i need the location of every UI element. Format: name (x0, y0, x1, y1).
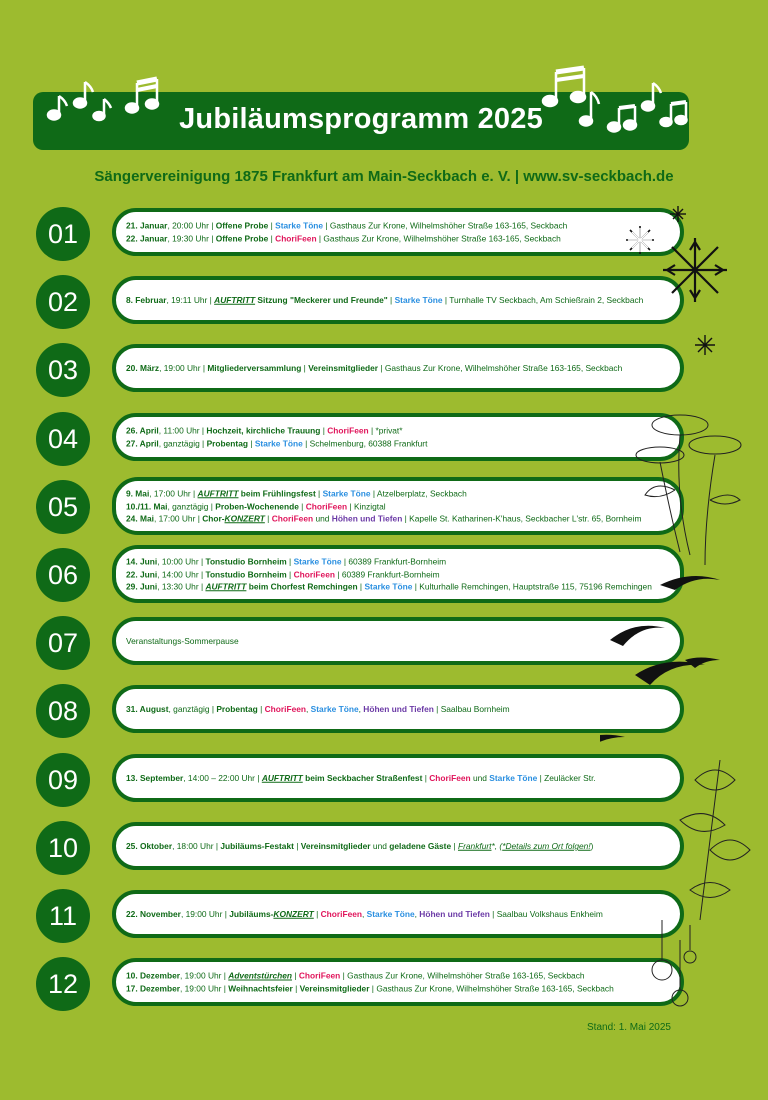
event-line (126, 294, 672, 307)
event-text: 14. Juni (126, 556, 158, 567)
event-list (126, 294, 672, 307)
event-text: | Gasthaus Zur Krone, Wilhelmshöher Straße 163-165, Seckbach (340, 970, 585, 981)
event-line (126, 580, 672, 593)
event-text: 22. November (126, 908, 181, 919)
event-text: | (264, 513, 272, 524)
event-text: , ganztägig | (168, 703, 217, 714)
bird-icon (600, 576, 720, 752)
event-text: ChoriFeen (293, 568, 335, 579)
event-text: ChoriFeen (320, 908, 363, 919)
page-title: Jubiläumsprogramm 2025 (179, 103, 543, 135)
month-number-badge: 12 (36, 957, 90, 1011)
event-text: | 60389 Frankfurt-Bornheim (341, 556, 447, 567)
music-note-icon (94, 99, 112, 120)
music-notes-icon (0, 0, 768, 160)
event-text: Starke Töne (310, 703, 359, 714)
event-text: 9. Mai (126, 488, 150, 499)
month-entry-box (112, 413, 684, 461)
event-text: 20. März (126, 362, 160, 373)
month-number-badge: 10 (36, 821, 90, 875)
event-list (126, 220, 672, 245)
event-line (126, 362, 672, 375)
event-line (126, 487, 672, 500)
event-text: | Turnhalle TV Seckbach, Am Schießrain 2, Seckbach (442, 294, 644, 305)
event-list (126, 772, 672, 785)
event-text: , 18:00 Uhr | (172, 840, 221, 851)
event-text: 13. September (126, 772, 184, 783)
event-text: | Saalbau Volkshaus Enkheim (489, 908, 603, 919)
event-text: AUFTRITT (214, 294, 256, 305)
event-text: ChoriFeen (264, 703, 307, 714)
event-text: Probentag (206, 438, 248, 448)
event-text: | (298, 500, 306, 511)
month-entry-box (112, 754, 684, 802)
event-text: | *privat* (368, 425, 403, 436)
event-line (126, 232, 672, 245)
event-text: , 11:00 Uhr | (158, 425, 207, 436)
month-number-badge: 08 (36, 684, 90, 738)
event-text: | (313, 908, 321, 919)
month-number-badge: 02 (36, 275, 90, 329)
event-text: Adventstürchen (228, 970, 293, 981)
month-number-badge: 06 (36, 548, 90, 602)
event-line (126, 512, 672, 525)
event-text: *, ( (491, 840, 503, 851)
month-number-badge: 11 (36, 889, 90, 943)
event-text: ChoriFeen (298, 970, 341, 981)
event-text: Sitzung "Meckerer und Freunde" (255, 294, 388, 305)
event-text: , 14:00 – 22:00 Uhr | (183, 772, 262, 783)
event-text: , 19:11 Uhr | (166, 294, 215, 305)
event-list (126, 555, 672, 593)
event-text: beim Frühlingsfest (238, 488, 316, 499)
event-text: | (268, 233, 276, 243)
event-text: Starke Töne (364, 581, 413, 592)
event-text: und (370, 840, 390, 851)
event-text: , 19:00 Uhr | (159, 362, 208, 373)
event-text: | 60389 Frankfurt-Bornheim (334, 568, 440, 579)
month-entry-box (112, 890, 684, 938)
month-entry-box (112, 208, 684, 256)
month-entry-box (112, 477, 684, 535)
event-list (126, 840, 672, 853)
event-text: 26. April (126, 425, 159, 436)
music-note-icon (543, 68, 585, 106)
event-line (126, 970, 672, 983)
status-date: Stand: 1. Mai 2025 (587, 1022, 671, 1033)
event-text: | Gasthaus Zur Krone, Wilhelmshöher Straße 163-165, Seckbach (323, 220, 568, 231)
event-text: 17. Dezember (126, 983, 180, 993)
event-text: , (362, 908, 367, 919)
event-text: | (286, 568, 294, 579)
event-line (126, 500, 672, 513)
event-text: Starke Töne (394, 294, 443, 305)
event-text: Chor- (202, 513, 225, 524)
event-text: | (292, 970, 299, 981)
event-text: , 14:00 Uhr | (157, 568, 206, 579)
event-text: 8. Februar (126, 294, 167, 305)
event-text: Höhen und Tiefen (419, 908, 490, 919)
event-line (126, 555, 672, 568)
event-text: AUFTRITT (205, 581, 247, 592)
month-entry-box (112, 344, 684, 392)
event-text: Tonstudio Bornheim (205, 556, 287, 567)
event-text: Starke Töne (254, 438, 303, 448)
event-text: | Kulturhalle Remchingen, Hauptstraße 115, 75196 Remchingen (412, 581, 652, 592)
event-text: | (387, 294, 395, 305)
event-text: Offene Probe (215, 233, 269, 243)
event-text: AUFTRITT (261, 772, 303, 783)
event-text: | Kinzigtal (347, 500, 386, 511)
event-line (126, 703, 672, 716)
event-text: , 20:00 Uhr | (167, 220, 216, 231)
month-number-badge: 03 (36, 343, 90, 397)
event-text: , 10:00 Uhr | (157, 556, 206, 567)
event-text: | (357, 581, 365, 592)
event-text: | (301, 362, 309, 373)
event-text: | (422, 772, 430, 783)
event-text: Starke Töne (275, 220, 324, 231)
event-text: beim Seckbacher Straßenfest (302, 772, 423, 783)
event-text: | (451, 840, 458, 851)
event-text: *Details zum Ort folgen! (502, 840, 591, 851)
seasonal-decorations (600, 200, 768, 1020)
event-text: Vereinsmitglieder (308, 362, 379, 373)
event-text: | (268, 220, 276, 231)
event-text: AUFTRITT (197, 488, 239, 499)
event-text: , 19:00 Uhr | (180, 970, 229, 981)
month-entry-box (112, 545, 684, 603)
event-text: geladene Gäste (389, 840, 452, 851)
event-line (126, 437, 672, 450)
month-entry-box (112, 822, 684, 870)
event-list (126, 703, 672, 716)
event-line (126, 220, 672, 233)
music-note-icon (642, 83, 661, 111)
event-text: | (247, 438, 255, 448)
event-line (126, 908, 672, 921)
event-text: ChoriFeen (305, 500, 348, 511)
event-text: Starke Töne (489, 772, 538, 783)
event-text: beim Chorfest Remchingen (246, 581, 358, 592)
event-text: | Saalbau Bornheim (433, 703, 510, 714)
event-text: | Schelmenburg, 60388 Frankfurt (302, 438, 428, 448)
event-text: 25. Oktober (126, 840, 173, 851)
month-entry-box (112, 276, 684, 324)
event-text: Veranstaltungs-Sommerpause (126, 635, 239, 646)
event-text: Höhen und Tiefen (331, 513, 403, 524)
event-line (126, 568, 672, 581)
event-text: Proben-Wochenende (215, 500, 299, 511)
event-text: Tonstudio Bornheim (205, 568, 287, 579)
event-text: Jubiläums- (229, 908, 274, 919)
event-text: , 13:30 Uhr | (157, 581, 206, 592)
event-list (126, 635, 672, 648)
snowflake-icon (663, 238, 727, 302)
event-text: | Kapelle St. Katharinen-K'haus, Seckbacher L'str. 65, Bornheim (402, 513, 642, 524)
event-text: , 17:00 Uhr | (149, 488, 198, 499)
music-note-icon (48, 96, 67, 120)
event-text: ) (590, 840, 594, 851)
month-entry-box (112, 685, 684, 733)
event-text: | (292, 983, 300, 993)
event-text: 24. Mai (126, 513, 154, 524)
month-number-badge: 01 (36, 207, 90, 261)
club-subtitle: Sängervereinigung 1875 Frankfurt am Main-Seckbach e. V. | www.sv-seckbach.de (94, 168, 674, 185)
event-text: ChoriFeen (327, 425, 369, 436)
event-text: Mitgliederversammlung (207, 362, 302, 373)
event-text: KONZERT (224, 513, 265, 524)
event-text: und (470, 772, 490, 783)
music-note-icon (126, 79, 158, 113)
event-line (126, 840, 672, 853)
event-text: | Gasthaus Zur Krone, Wilhelmshöher Straße 163-165, Seckbach (316, 233, 561, 243)
event-text: Frankfurt (457, 840, 492, 851)
event-line (126, 635, 672, 648)
event-text: 22. Januar (126, 233, 168, 243)
event-text: und (313, 513, 332, 524)
event-text: Starke Töne (366, 908, 415, 919)
event-list (126, 425, 672, 450)
event-text: | (320, 425, 328, 436)
event-text: 27. April (126, 438, 159, 448)
event-text: 21. Januar (126, 220, 168, 231)
event-text: Jubiläums-Festakt (220, 840, 294, 851)
event-text: Höhen und Tiefen (363, 703, 434, 714)
event-list (126, 362, 672, 375)
event-text: | Gasthaus Zur Krone, Wilhelmshöher Straße 163-165, Seckbach (378, 362, 623, 373)
event-text: | (315, 488, 323, 499)
event-list (126, 970, 672, 995)
event-text: , 17:00 Uhr | (153, 513, 203, 524)
event-text: Weihnachtsfeier (228, 983, 293, 993)
event-list (126, 908, 672, 921)
event-text: 10./11. Mai (126, 500, 168, 511)
month-entry-box (112, 617, 684, 665)
event-text: , (358, 703, 364, 714)
leaf-icon (680, 760, 750, 920)
music-note-icon (608, 106, 636, 132)
event-text: | (257, 703, 265, 714)
event-line (126, 425, 672, 438)
event-text: , 19:30 Uhr | (167, 233, 216, 243)
month-number-badge: 04 (36, 412, 90, 466)
event-text: 31. August (126, 703, 169, 714)
event-text: | Gasthaus Zur Krone, Wilhelmshöher Straße 163-165, Seckbach (369, 983, 614, 993)
month-entry-box (112, 958, 684, 1006)
event-text: 22. Juni (126, 568, 158, 579)
event-text: ChoriFeen (429, 772, 471, 783)
event-text: , ganztägig | (158, 438, 207, 448)
event-text: ChoriFeen (275, 233, 317, 243)
event-text: 10. Dezember (126, 970, 180, 981)
event-text: , (306, 703, 311, 714)
event-text: | (293, 840, 301, 851)
event-text: KONZERT (273, 908, 314, 919)
event-line (126, 772, 672, 785)
event-text: , 19:00 Uhr | (180, 983, 229, 993)
event-text: , (414, 908, 420, 919)
event-text: | Atzelberplatz, Seckbach (370, 488, 467, 499)
event-text: Starke Töne (322, 488, 371, 499)
event-text: , 19:00 Uhr | (180, 908, 230, 919)
event-text: 29. Juni (126, 581, 158, 592)
event-text: Hochzeit, kirchliche Trauung (206, 425, 321, 436)
month-number-badge: 05 (36, 480, 90, 534)
event-text: | Zeuläcker Str. (537, 772, 596, 783)
event-text: , ganztägig | (167, 500, 216, 511)
event-text: Probentag (216, 703, 258, 714)
music-note-icon (74, 82, 93, 108)
event-text: Offene Probe (215, 220, 269, 231)
month-number-badge: 09 (36, 753, 90, 807)
event-text: | (286, 556, 294, 567)
event-line (126, 982, 672, 995)
flower-icon (636, 415, 741, 565)
music-note-icon (661, 102, 687, 126)
event-text: Vereinsmitglieder (299, 983, 370, 993)
event-text: Vereinsmitglieder (300, 840, 371, 851)
ornament-icon (652, 920, 696, 1006)
event-text: ChoriFeen (271, 513, 314, 524)
event-text: Starke Töne (293, 556, 342, 567)
snowflake-icon (670, 206, 715, 355)
event-list (126, 487, 672, 525)
month-number-badge: 07 (36, 616, 90, 670)
